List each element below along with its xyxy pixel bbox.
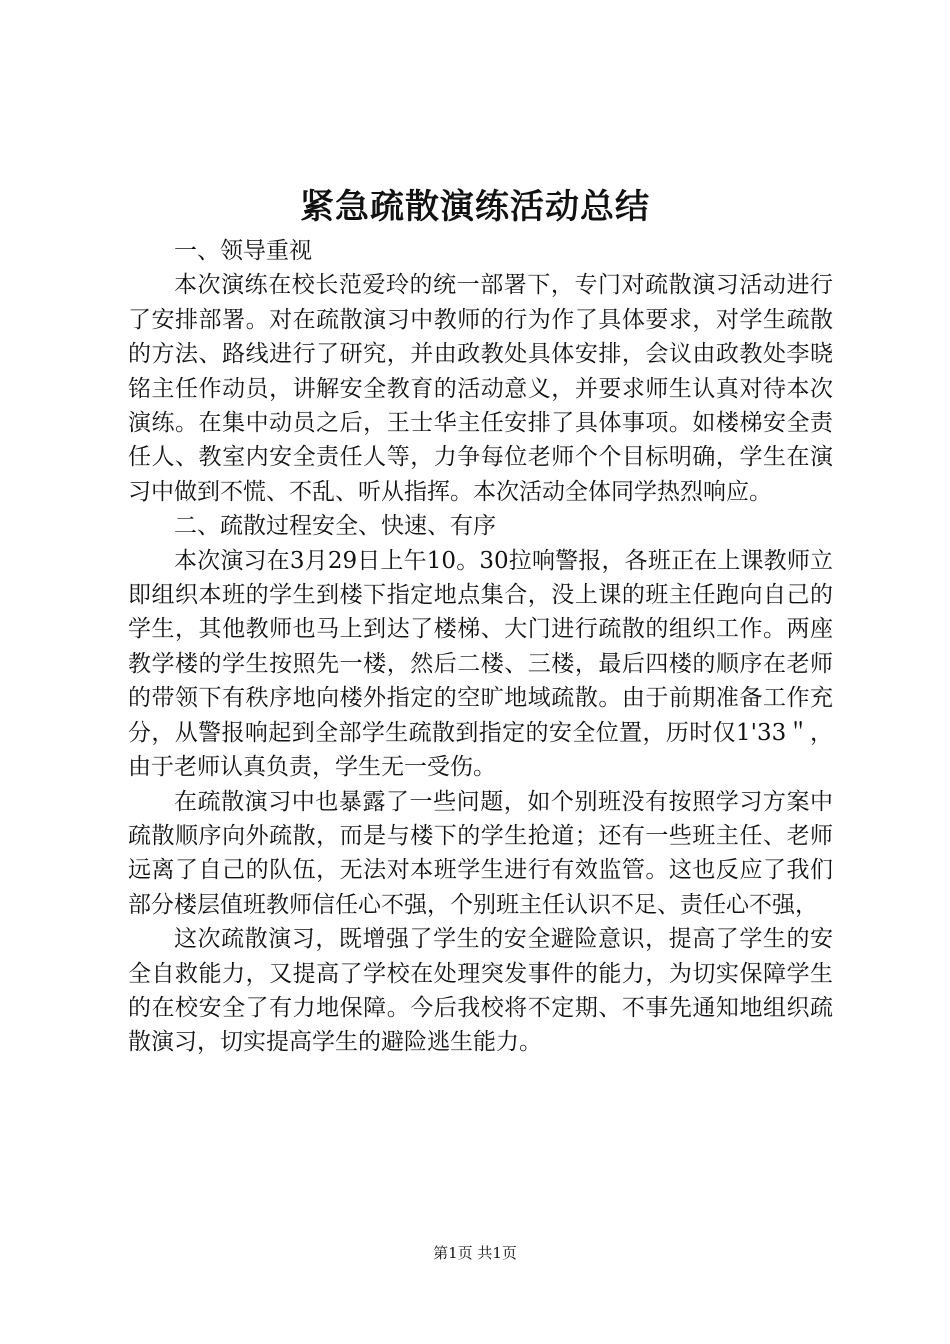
paragraph-leadership: 本次演练在校长范爱玲的统一部署下，专门对疏散演习活动进行了安排部署。对在疏散演习中教师的行为作了具体要求，对学生疏散的方法、路线进行了研究，并由政教处具体安排，会议由政教处李晓铭主任作动员，讲解安全教育的活动意义，并要求师生认真对待本次演练。在集中动员之后，王士华主任安排了具体事项。如楼梯安全责任人、教室内安全责任人等，力争每位老师个个目标明确，学生在演习中做到不慌、不乱、听从指挥。本次活动全体同学热烈响应。 — [128, 272, 833, 505]
page-footer: 第1页 共1页 — [433, 1244, 517, 1262]
document-title: 紧急疏散演练活动总结 — [300, 187, 650, 227]
paragraph-conclusion: 这次疏散演习，既增强了学生的安全避险意识，提高了学生的安全自救能力，又提高了学校在处理突发事件的能力，为切实保障学生的在校安全了有力地保障。今后我校将不定期、不事先通知地组织疏散演习，切实提高学生的避险逃生能力。 — [128, 926, 833, 1056]
section-heading-leadership: 一、领导重视 — [174, 238, 312, 264]
section-heading-process: 二、疏散过程安全、快速、有序 — [174, 513, 496, 540]
paragraph-process: 本次演习在3月29日上午10。30拉响警报，各班正在上课教师立即组织本班的学生到楼下指定地点集合，没上课的班主任跑向自己的学生，其他教师也马上到达了楼梯、大门进行疏散的组织工作。两座教学楼的学生按照先一楼，然后二楼、三楼，最后四楼的顺序在老师的带领下有秩序地向楼外指定的空旷地域疏散。由于前期准备工作充分，从警报响起到全部学生疏散到指定的安全位置，历时仅1'33＂，由于老师认真负责，学生无一受伤。 — [128, 547, 833, 781]
paragraph-problems: 在疏散演习中也暴露了一些问题，如个别班没有按照学习方案中疏散顺序向外疏散，而是与楼下的学生抢道；还有一些班主任、老师远离了自己的队伍，无法对本班学生进行有效监管。这也反应了我们部分楼层值班教师信任心不强，个别班主任认识不足、责任心不强， — [128, 788, 833, 918]
document-body — [128, 234, 833, 1060]
